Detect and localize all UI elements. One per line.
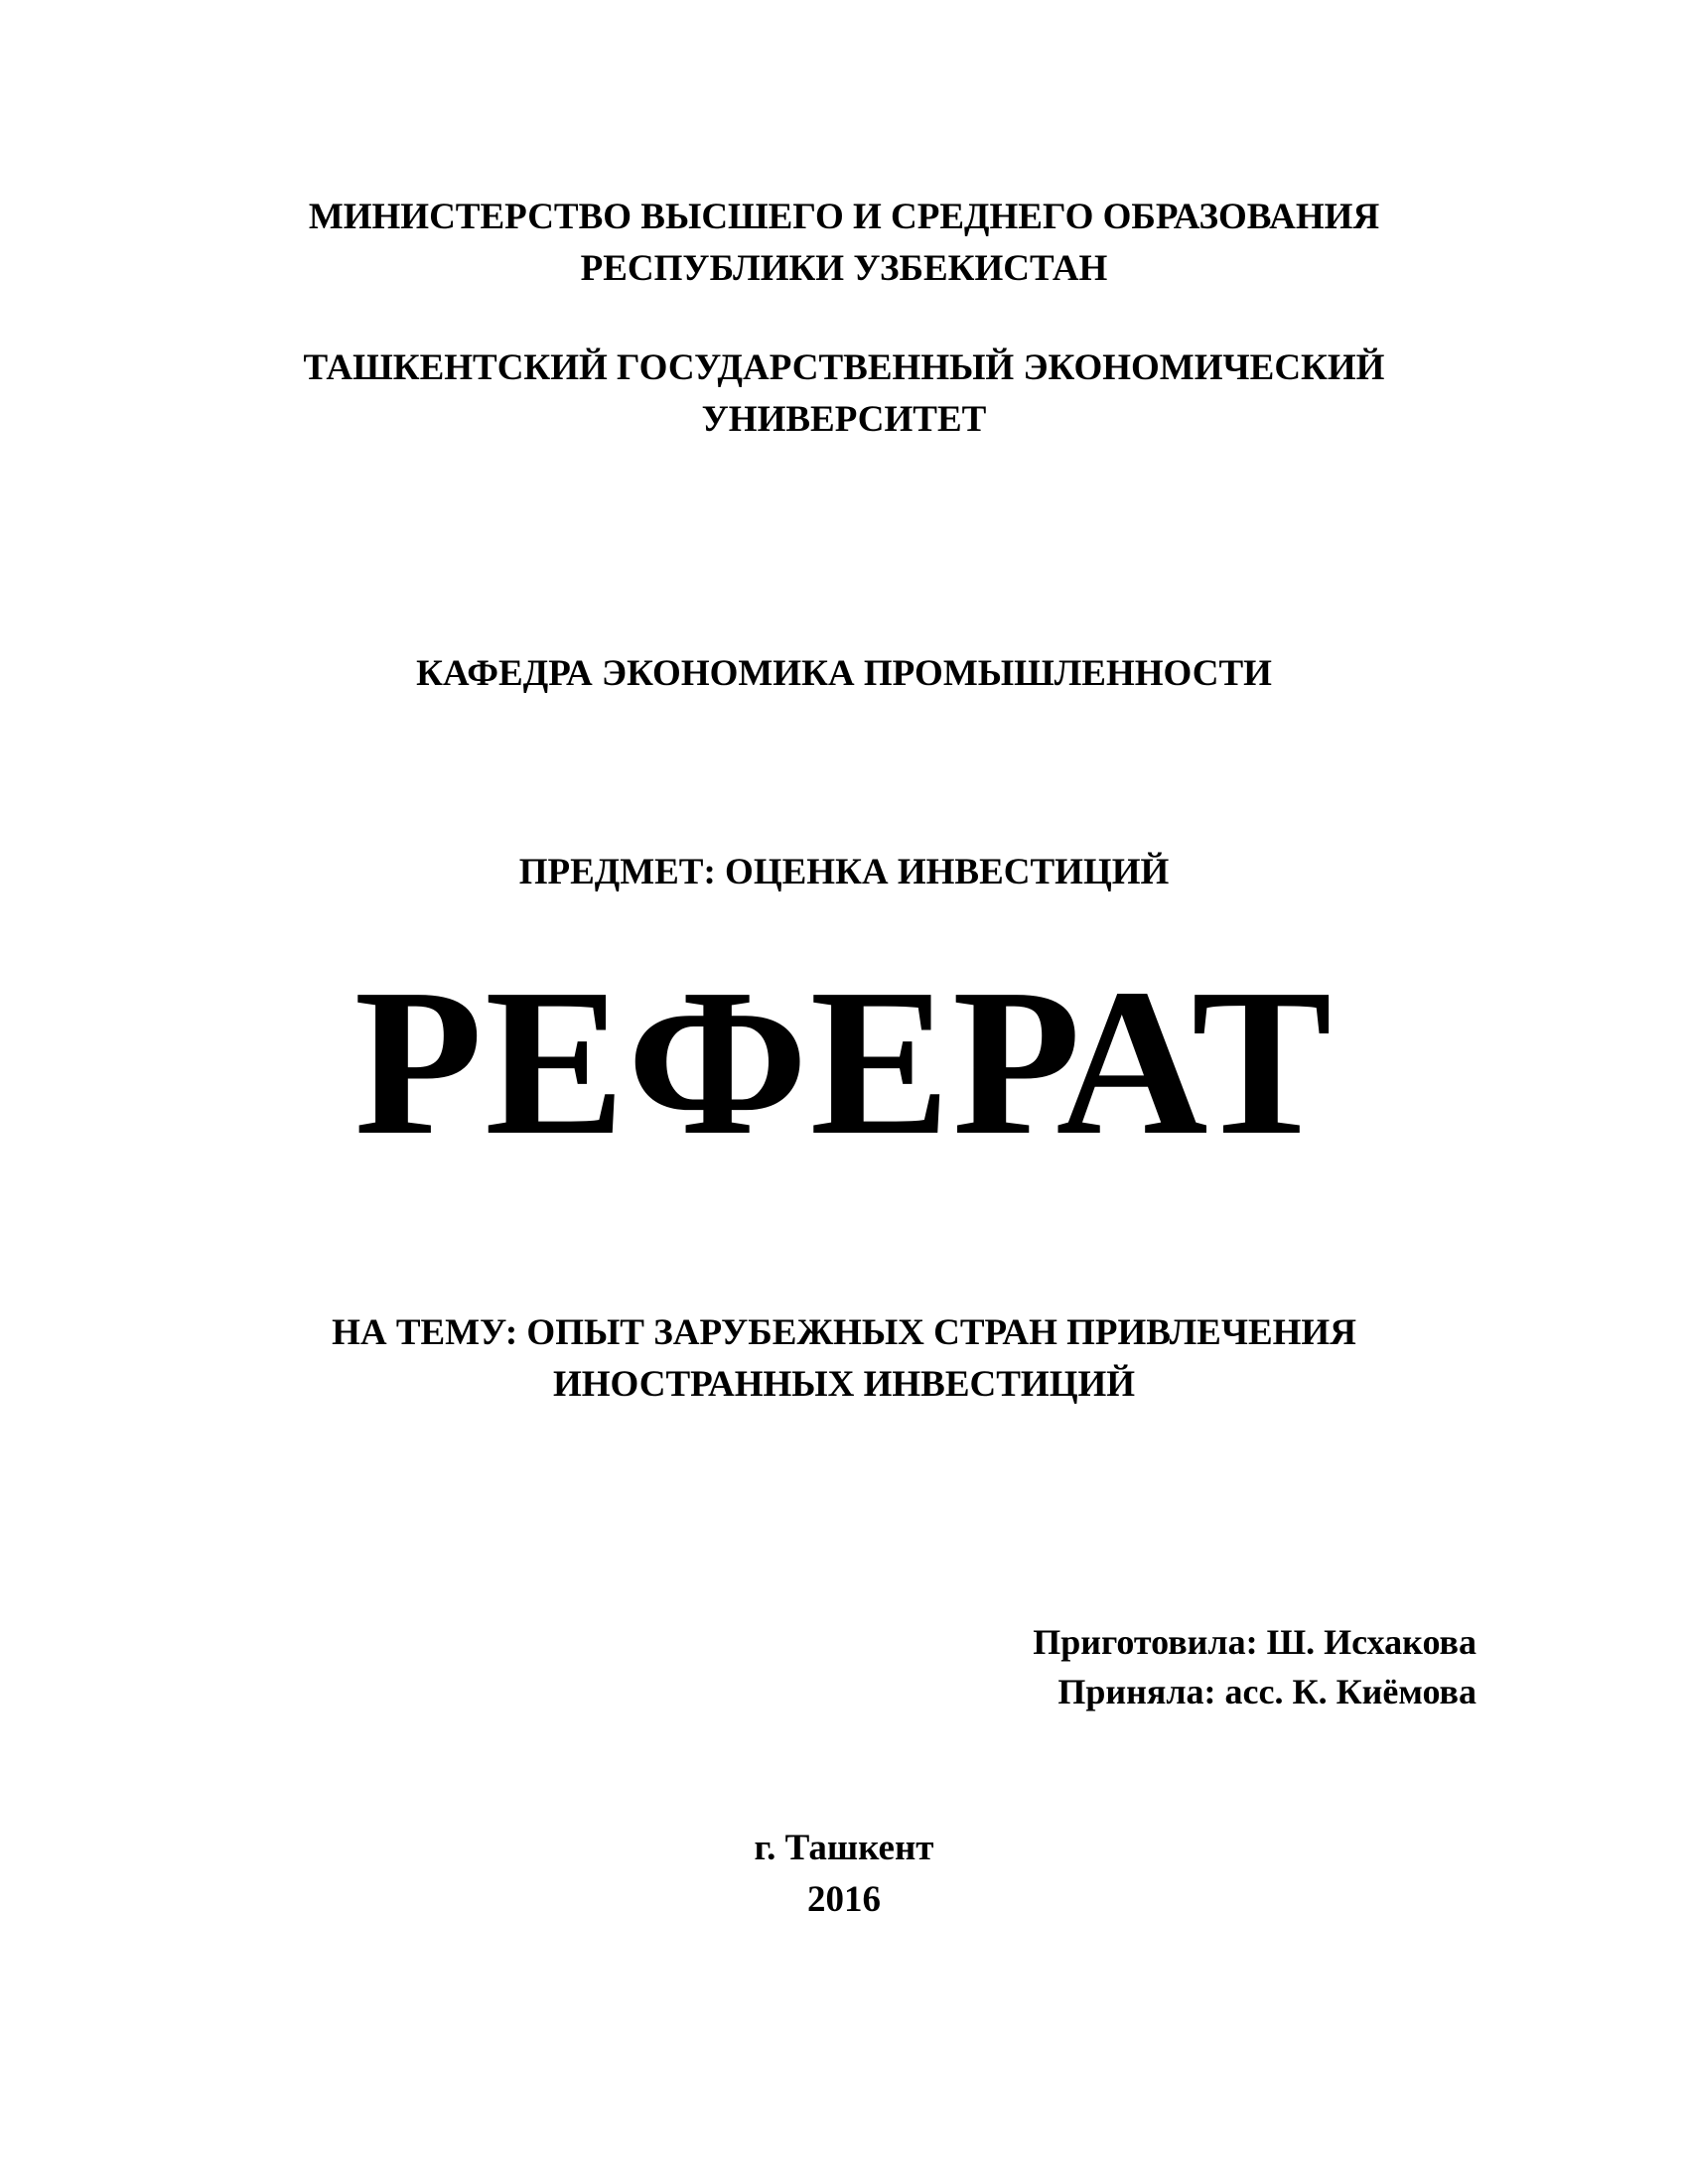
department-heading: КАФЕДРА ЭКОНОМИКА ПРОМЫШЛЕННОСТИ xyxy=(416,653,1272,694)
place-line: г. Ташкент xyxy=(754,1828,934,1868)
year-line: 2016 xyxy=(807,1879,881,1920)
university-line-1: ТАШКЕНТСКИЙ ГОСУДАРСТВЕННЫЙ ЭКОНОМИЧЕСКИЙ xyxy=(303,347,1385,388)
ministry-line-1: МИНИСТЕРСТВО ВЫСШЕГО И СРЕДНЕГО ОБРАЗОВАНИЯ xyxy=(308,197,1380,237)
ministry-line-2: РЕСПУБЛИКИ УЗБЕКИСТАН xyxy=(580,248,1108,289)
topic-line-1: НА ТЕМУ: ОПЫТ ЗАРУБЕЖНЫХ СТРАН ПРИВЛЕЧЕНИЯ xyxy=(332,1312,1356,1353)
university-line-2: УНИВЕРСИТЕТ xyxy=(701,399,987,440)
document-title: РЕФЕРАТ xyxy=(353,945,1335,1178)
accepted-by: Приняла: асс. К. Киёмова xyxy=(1057,1672,1477,1711)
topic-line-2: ИНОСТРАННЫХ ИНВЕСТИЦИЙ xyxy=(552,1364,1136,1405)
subject-heading: ПРЕДМЕТ: ОЦЕНКА ИНВЕСТИЦИЙ xyxy=(518,852,1170,892)
prepared-by: Приготовила: Ш. Исхакова xyxy=(1033,1622,1477,1662)
